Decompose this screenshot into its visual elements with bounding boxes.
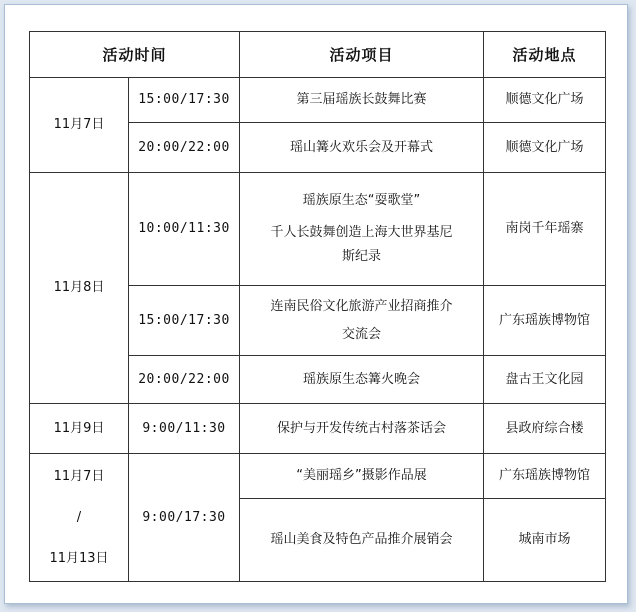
item-line: 瑶族原生态“耍歌堂” bbox=[302, 193, 421, 208]
item-cell: 瑶山篝火欢乐会及开幕式 bbox=[240, 123, 484, 173]
item-line: 斯纪录 bbox=[342, 249, 382, 264]
place-cell: 南岗千年瑶寨 bbox=[484, 173, 606, 286]
time-cell: 20:00/22:00 bbox=[129, 123, 240, 173]
place-cell: 盘古王文化园 bbox=[484, 356, 606, 404]
time-cell: 20:00/22:00 bbox=[129, 356, 240, 404]
item-cell: 瑶族原生态篝火晚会 bbox=[240, 356, 484, 404]
time-cell: 15:00/17:30 bbox=[129, 78, 240, 123]
item-cell: 第三届瑶族长鼓舞比赛 bbox=[240, 78, 484, 123]
date-range-cell bbox=[30, 454, 129, 582]
document-frame bbox=[4, 4, 628, 604]
time-cell: 15:00/17:30 bbox=[129, 286, 240, 356]
place-cell: 县政府综合楼 bbox=[484, 404, 606, 454]
time-cell: 10:00/11:30 bbox=[129, 173, 240, 286]
item-line: 交流会 bbox=[342, 326, 382, 342]
item-cell bbox=[240, 286, 484, 356]
item-cell: 瑶山美食及特色产品推介展销会 bbox=[240, 499, 484, 582]
header-time: 活动时间 bbox=[30, 32, 240, 78]
item-cell bbox=[240, 173, 484, 286]
time-cell: 9:00/11:30 bbox=[129, 404, 240, 454]
item-line: 千人长鼓舞创造上海大世界基尼 bbox=[270, 225, 453, 240]
table-row bbox=[30, 173, 606, 286]
time-cell: 9:00/17:30 bbox=[129, 454, 240, 582]
place-cell: 广东瑶族博物馆 bbox=[484, 286, 606, 356]
table-row bbox=[30, 454, 606, 499]
header-place: 活动地点 bbox=[484, 32, 606, 78]
table-row bbox=[30, 404, 606, 454]
item-line: 连南民俗文化旅游产业招商推介 bbox=[270, 298, 453, 314]
header-row bbox=[30, 32, 606, 78]
place-cell: 顺德文化广场 bbox=[484, 78, 606, 123]
date-range-end: 11月13日 bbox=[49, 550, 109, 566]
place-cell: 城南市场 bbox=[484, 499, 606, 582]
table-row bbox=[30, 78, 606, 123]
header-item: 活动项目 bbox=[240, 32, 484, 78]
place-cell: 广东瑶族博物馆 bbox=[484, 454, 606, 499]
date-range-separator: / bbox=[76, 509, 82, 525]
schedule-table bbox=[29, 31, 606, 582]
item-cell: “美丽瑶乡”摄影作品展 bbox=[240, 454, 484, 499]
date-range-start: 11月7日 bbox=[53, 468, 105, 484]
place-cell: 顺德文化广场 bbox=[484, 123, 606, 173]
date-cell: 11月8日 bbox=[30, 173, 129, 404]
date-cell: 11月7日 bbox=[30, 78, 129, 173]
date-cell: 11月9日 bbox=[30, 404, 129, 454]
item-cell: 保护与开发传统古村落茶话会 bbox=[240, 404, 484, 454]
